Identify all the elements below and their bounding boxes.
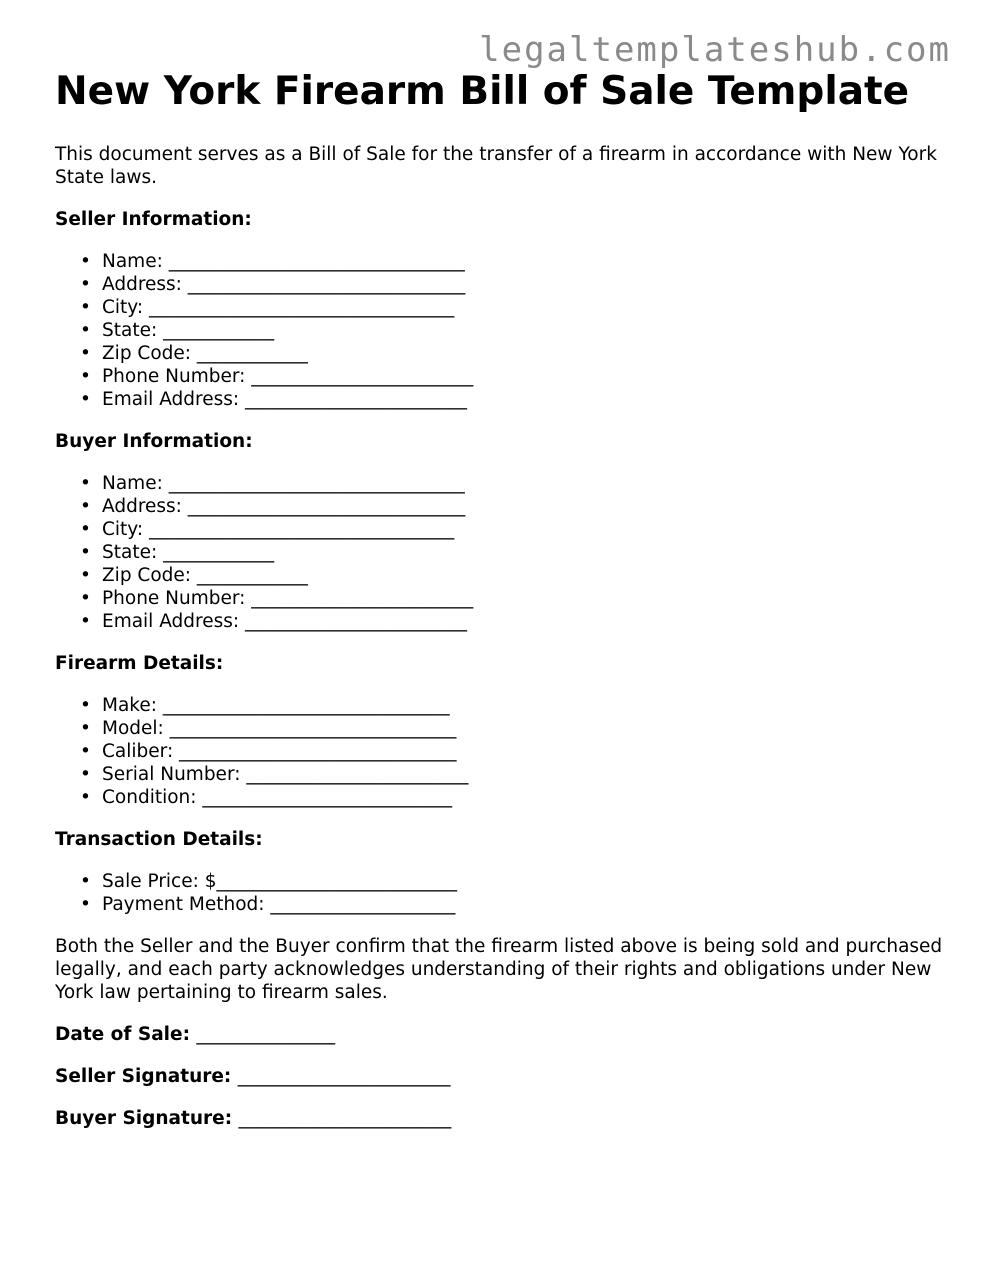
page-title: New York Firearm Bill of Sale Template <box>55 69 910 114</box>
buyer-signature-label: Buyer Signature: <box>55 1108 233 1129</box>
buyer-heading: Buyer Information: <box>55 431 253 452</box>
firearm-heading: Firearm Details: <box>55 653 224 674</box>
payment-method-field[interactable]: • Payment Method: ____________________ <box>102 893 945 916</box>
buyer-signature-line <box>55 1107 945 1130</box>
sale-price-field[interactable]: • Sale Price: $__________________________ <box>102 870 945 893</box>
firearm-model-field[interactable]: • Model: _______________________________ <box>102 717 945 740</box>
buyer-signature-field[interactable]: _______________________ <box>238 1108 452 1129</box>
buyer-city-field[interactable]: • City: _________________________________ <box>102 518 945 541</box>
closing-paragraph: Both the Seller and the Buyer confirm that the firearm listed above is being sold and purchased legally, and each party acknowledges understanding of their rights and obligations under New York law pertaining to firearm sales. <box>55 936 943 1003</box>
firearm-caliber-field[interactable]: • Caliber: ______________________________ <box>102 740 945 763</box>
firearm-make-field[interactable]: • Make: _______________________________ <box>102 694 945 717</box>
seller-field-list <box>55 250 945 411</box>
seller-address-field[interactable]: • Address: ______________________________ <box>102 273 945 296</box>
buyer-field-list <box>55 472 945 633</box>
intro-paragraph: This document serves as a Bill of Sale for the transfer of a firearm in accordance with New York State laws. <box>55 144 937 188</box>
firearm-field-list <box>55 694 945 809</box>
buyer-state-field[interactable]: • State: ____________ <box>102 541 945 564</box>
transaction-field-list <box>55 870 945 916</box>
seller-zip-field[interactable]: • Zip Code: ____________ <box>102 342 945 365</box>
buyer-zip-field[interactable]: • Zip Code: ____________ <box>102 564 945 587</box>
transaction-heading: Transaction Details: <box>55 829 263 850</box>
seller-heading: Seller Information: <box>55 209 252 230</box>
seller-state-field[interactable]: • State: ____________ <box>102 319 945 342</box>
date-of-sale-line <box>55 1023 945 1046</box>
buyer-address-field[interactable]: • Address: ______________________________ <box>102 495 945 518</box>
seller-signature-line <box>55 1065 945 1088</box>
seller-phone-field[interactable]: • Phone Number: ________________________ <box>102 365 945 388</box>
firearm-serial-field[interactable]: • Serial Number: ________________________ <box>102 763 945 786</box>
buyer-phone-field[interactable]: • Phone Number: ________________________ <box>102 587 945 610</box>
document-body <box>55 66 945 1130</box>
buyer-email-field[interactable]: • Email Address: ________________________ <box>102 610 945 633</box>
seller-city-field[interactable]: • City: _________________________________ <box>102 296 945 319</box>
seller-name-field[interactable]: • Name: ________________________________ <box>102 250 945 273</box>
seller-signature-field[interactable]: _______________________ <box>237 1066 451 1087</box>
firearm-condition-field[interactable]: • Condition: ___________________________ <box>102 786 945 809</box>
seller-email-field[interactable]: • Email Address: ________________________ <box>102 388 945 411</box>
date-of-sale-field[interactable]: _______________ <box>196 1024 336 1045</box>
watermark: legaltemplateshub.com <box>479 30 951 70</box>
seller-signature-label: Seller Signature: <box>55 1066 232 1087</box>
buyer-name-field[interactable]: • Name: ________________________________ <box>102 472 945 495</box>
date-of-sale-label: Date of Sale: <box>55 1024 190 1045</box>
